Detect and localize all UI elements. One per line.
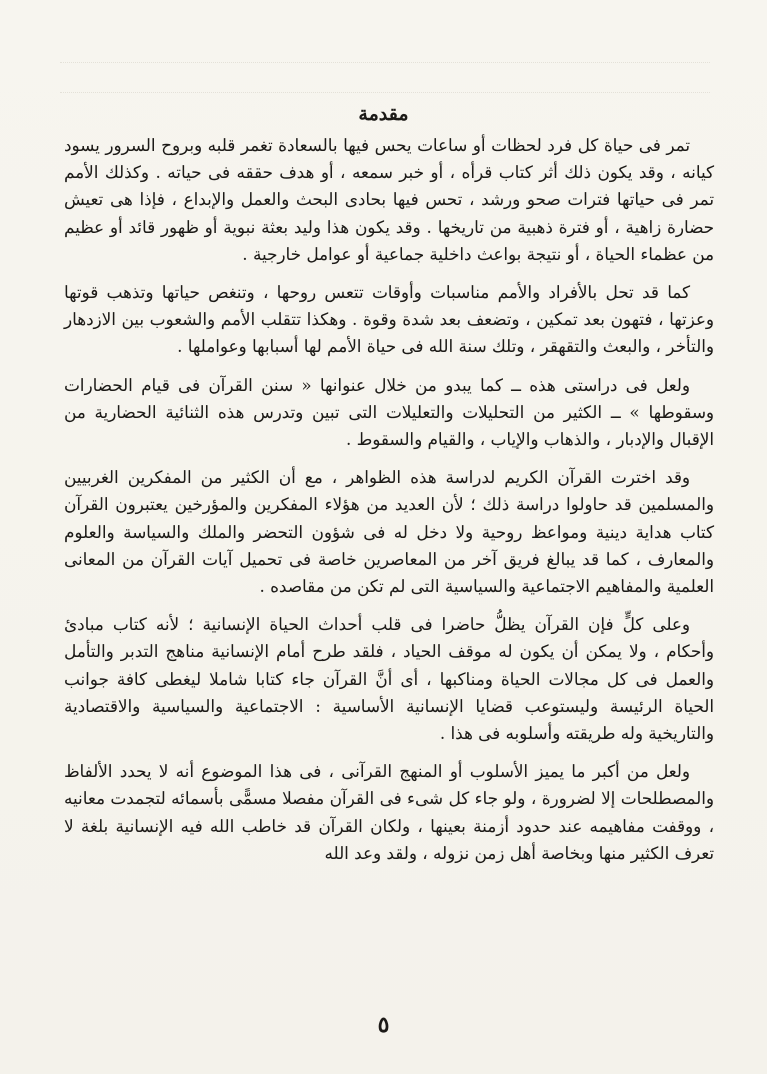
show-through-line xyxy=(60,92,710,95)
paragraph: كما قد تحل بالأفراد والأمم مناسبات وأوقات تتعس روحها ، وتنغص حياتها وتذهب قوتها وعزتها ، فتهون بعد تمكين ، وتضعف بعد شدة وقوة . وهكذا تتقلب الأمم والشعوب بين الازدهار والتأخر ، والبعث والتقهقر ، وتلك سنة الله فى حياة الأمم لها أسبابها وعواملها . xyxy=(64,282,714,357)
show-through-line xyxy=(60,62,710,65)
paragraph: ولعل من أكبر ما يميز الأسلوب أو المنهج القرآنى ، فى هذا الموضوع أنه لا يحدد الألفاظ والمصطلحات إلا لضرورة ، ولو جاء كل شىء فى القرآن مفصلا مسمًّى بأسمائه لتجمدت معانيه ، ووقفت مفاهيمه عند حدود أزمنة بعينها ، ولكان القرآن قد خاطب الله فيه الإنسانية بلغة لا تعرف الكثير منها وبخاصة أهل زمن نزوله ، ولقد وعد الله xyxy=(64,761,714,863)
page-number: ٥ xyxy=(377,1012,390,1038)
page-heading: مقدمة xyxy=(358,103,409,125)
body-text xyxy=(64,132,714,878)
paragraph: تمر فى حياة كل فرد لحظات أو ساعات يحس فيها بالسعادة تغمر قلبه وبروح السرور يسود كيانه ، وقد يكون ذلك أثر كتاب قرأه ، أو خبر سمعه ، أو هدف حققه فى حياته . وكذلك الأمم تمر فى حياتها فترات صحو ورشد ، تحس فيها بحادى البحث والعمل والإبداع ، فإذا هى تعيش حضارة زاهية ، أو فترة ذهبية من تاريخها . وقد يكون هذا وليد بعثة نبوية أو ظهور قائد أو عظيم من عظماء الحياة ، أو نتيجة بواعث داخلية جماعية أو عوامل خارجية . xyxy=(64,135,714,264)
paragraph: ولعل فى دراستى هذه ــ كما يبدو من خلال عنوانها « سنن القرآن فى قيام الحضارات وسقوطها » ــ الكثير من التحليلات والتعليلات التى تبين وتدرس هذه الثنائية الحضارية من الإقبال والإدبار ، والذهاب والإياب ، والقيام والسقوط . xyxy=(64,374,714,450)
paragraph: وعلى كلٍّ فإن القرآن يظلُّ حاضرا فى قلب أحداث الحياة الإنسانية ؛ لأنه كتاب مبادئ وأحكام ، ولا يمكن أن يكون له موقف الحياد ، فلقد طرح أمام الإنسانية مناهج التدبر والتأمل والعمل فى كل مجالات الحياة ومناكبها ، أى أنَّ القرآن جاء كتابا شاملا ليغطى كافة جوانب الحياة الرئيسة وليستوعب قضايا الإنسانية الأساسية : الاجتماعية والسياسية والاقتصادية والتاريخية وله طريقته وأسلوبه فى هذا . xyxy=(64,614,714,744)
paragraph: وقد اخترت القرآن الكريم لدراسة هذه الظواهر ، مع أن الكثير من المفكرين الغربيين والمسلمين قد حاولوا دراسة ذلك ؛ لأن العديد من هؤلاء المفكرين والمؤرخين يعتبرون القرآن كتاب هداية دينية ومواعظ روحية ولا دخل له فى شؤون التحضر والملك والسياسة والعلوم والمعارف ، كما قد يبالغ فريق آخر من المعاصرين خاصة فى تحميل آيات القرآن من المعانى العلمية والمفاهيم الاجتماعية والسياسية التى لم تكن من مقاصده . xyxy=(64,467,714,597)
